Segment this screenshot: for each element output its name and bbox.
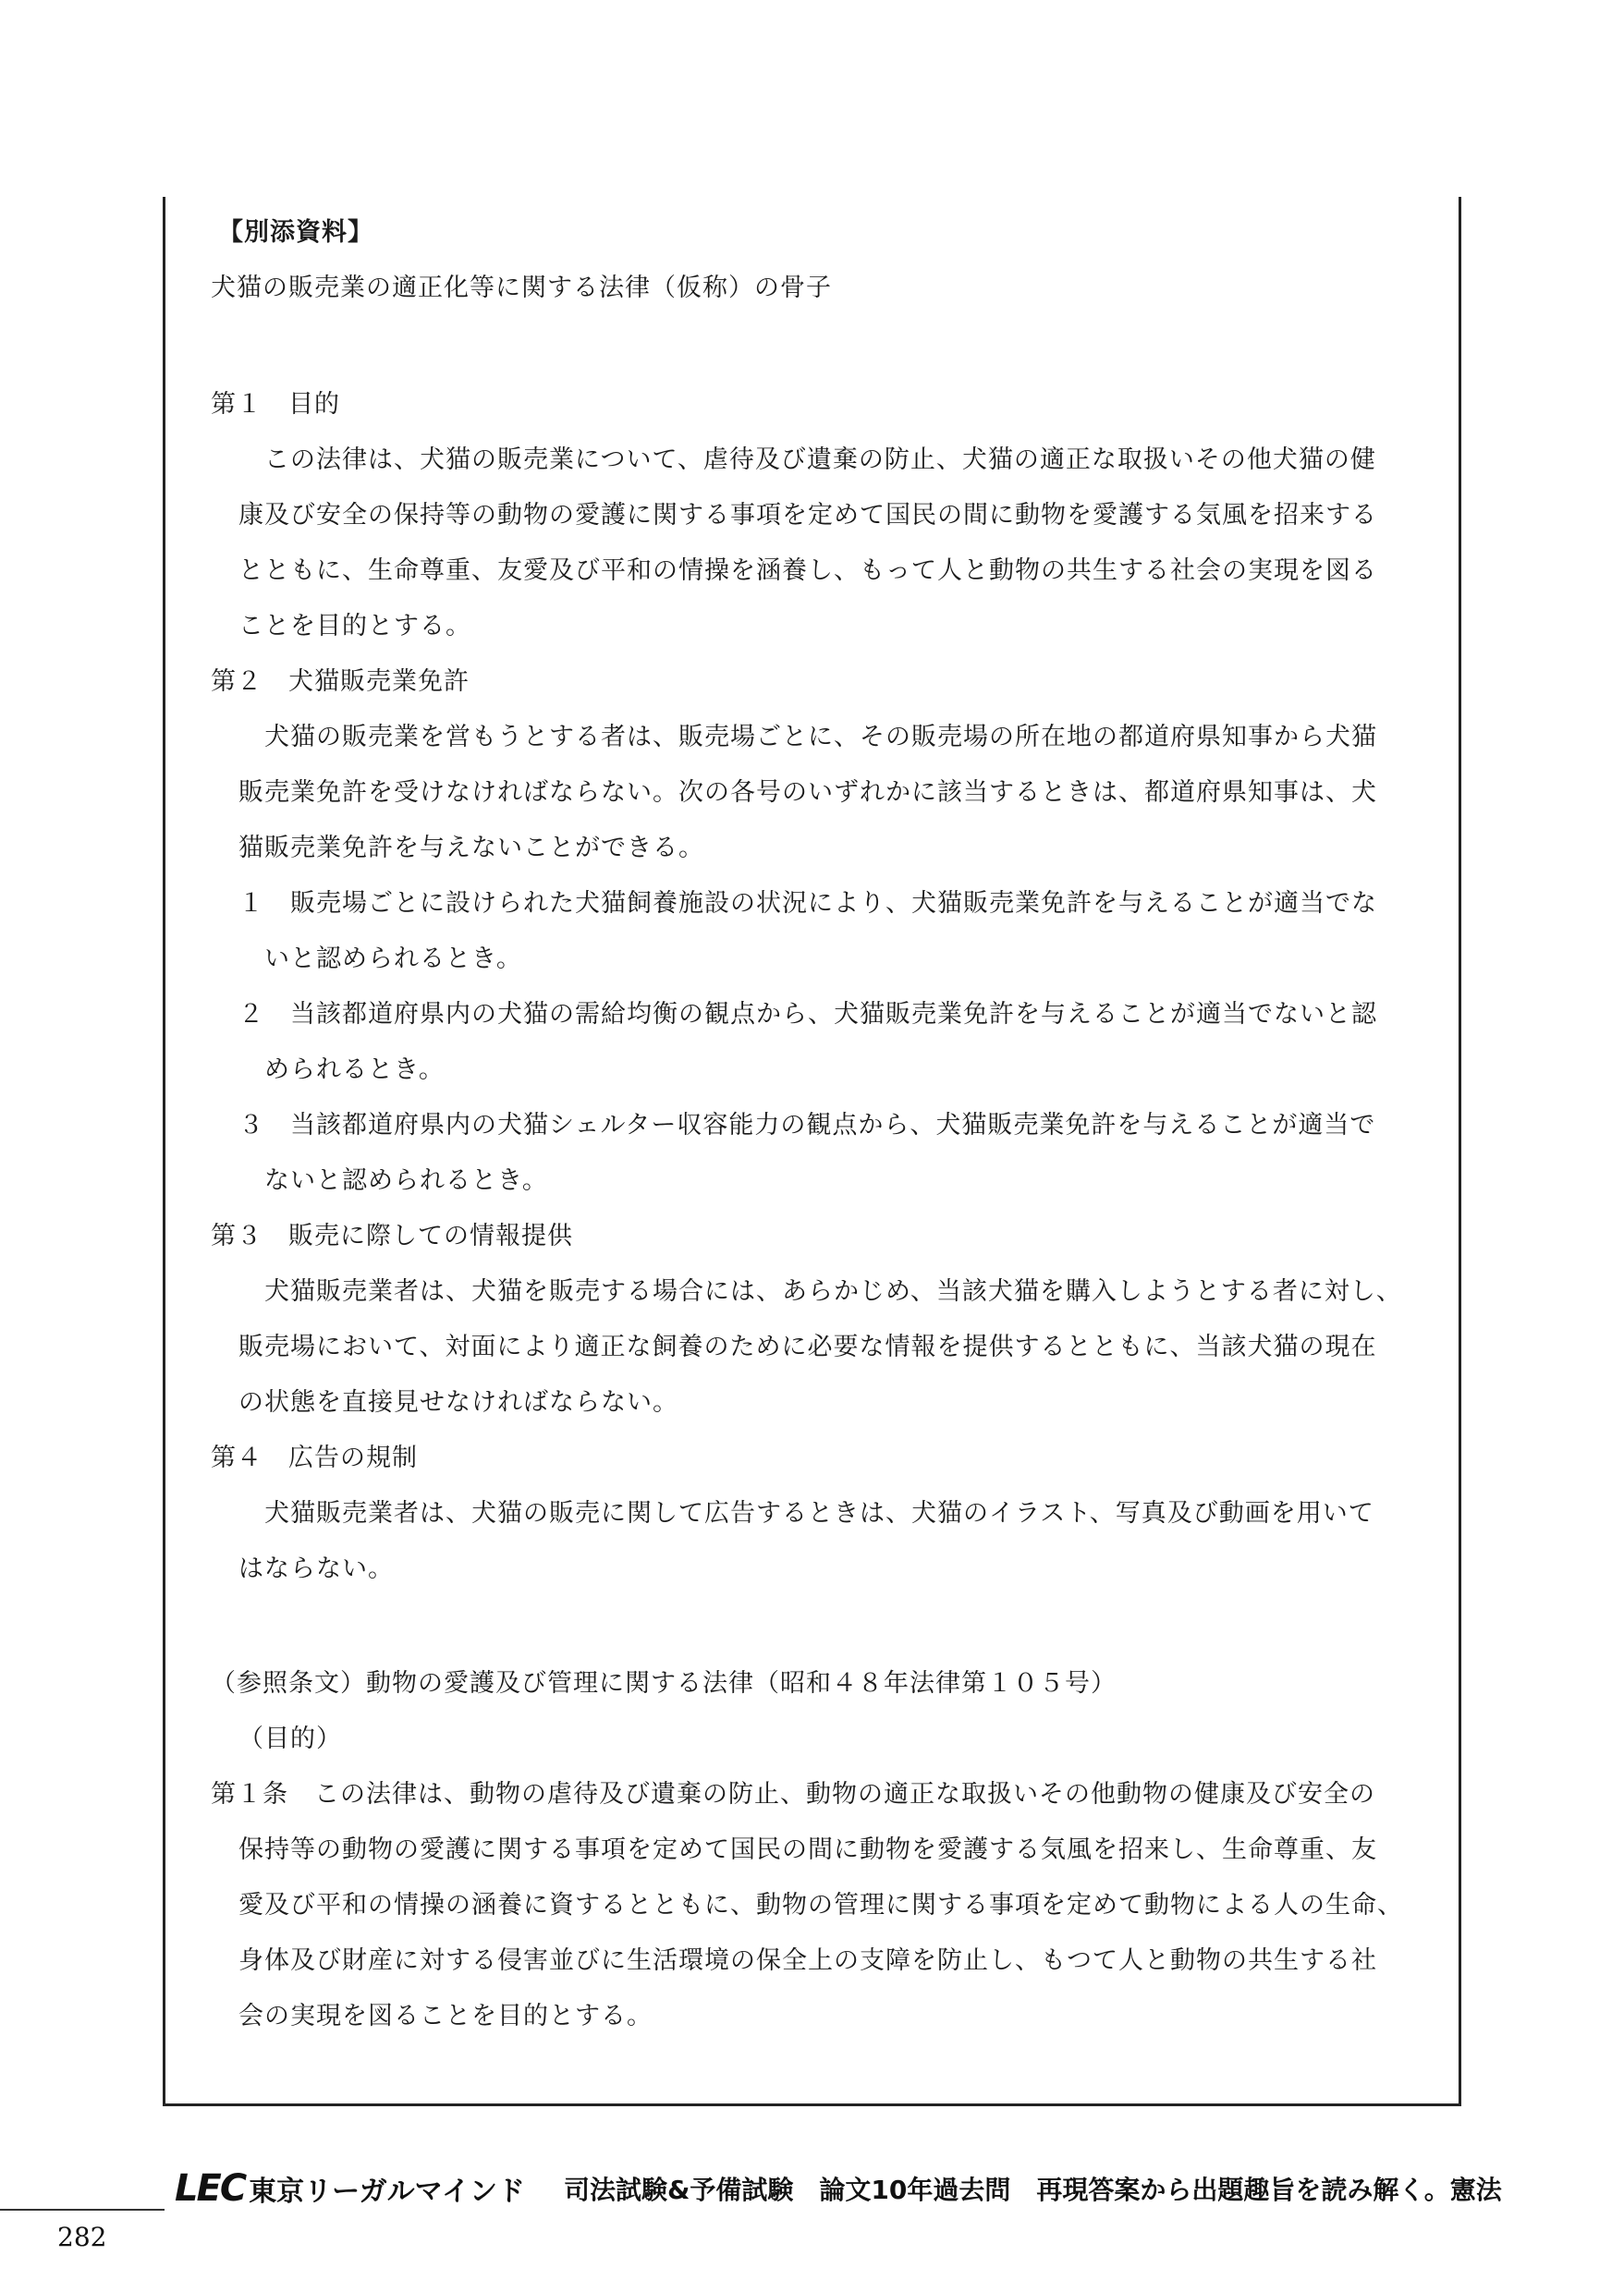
text-line: 康及び安全の保持等の動物の愛護に関する事項を定めて国民の間に動物を愛護する気風を招来する — [238, 501, 1377, 530]
text-line: ２ 当該都道府県内の犬猫の需給均衡の観点から、犬猫販売業免許を与えることが適当でないと認 — [238, 1000, 1377, 1029]
text-line: 会の実現を図ることを目的とする。 — [238, 2002, 653, 2030]
text-line: 第１ 目的 — [211, 390, 340, 419]
text-line: ないと認められるとき。 — [264, 1166, 548, 1195]
page-number-rule — [0, 2209, 165, 2211]
text-line: 第３ 販売に際しての情報提供 — [211, 1222, 573, 1250]
text-line: 販売業免許を受けなければならない。次の各号のいずれかに該当するときは、都道府県知事は、犬 — [238, 778, 1377, 807]
lec-logo — [175, 2167, 525, 2210]
company-name: 東京リーガルマインド — [249, 2176, 525, 2208]
text-line: 犬猫の販売業を営もうとする者は、販売場ごとに、その販売場の所在地の都道府県知事から犬猫 — [264, 723, 1377, 751]
text-line: 第２ 犬猫販売業免許 — [211, 667, 470, 696]
text-line: 【別添資料】 — [218, 218, 373, 247]
text-line: 犬猫の販売業の適正化等に関する法律（仮称）の骨子 — [211, 274, 832, 302]
text-line: 猫販売業免許を与えないことができる。 — [238, 834, 704, 862]
text-line: 第４ 広告の規制 — [211, 1444, 418, 1472]
text-line: とともに、生命尊重、友愛及び平和の情操を涵養し、もって人と動物の共生する社会の実現を図る — [238, 556, 1377, 585]
text-line: の状態を直接見せなければならない。 — [238, 1388, 678, 1417]
text-line: この法律は、犬猫の販売業について、虐待及び遺棄の防止、犬猫の適正な取扱いその他犬猫の健 — [264, 445, 1376, 474]
text-line: 犬猫販売業者は、犬猫を販売する場合には、あらかじめ、当該犬猫を購入しようとする者に対し、 — [264, 1277, 1402, 1306]
text-line: はならない。 — [238, 1554, 394, 1583]
text-line: （目的） — [238, 1725, 342, 1753]
document-frame — [163, 197, 1461, 2106]
text-line: 身体及び財産に対する侵害並びに生活環境の保全上の支障を防止し、もつて人と動物の共生する社 — [238, 1946, 1377, 1975]
text-line: １ 販売場ごとに設けられた犬猫飼養施設の状況により、犬猫販売業免許を与えることが適当でな — [238, 889, 1377, 918]
page-number: 282 — [57, 2222, 107, 2252]
text-line: 販売場において、対面により適正な飼養のために必要な情報を提供するとともに、当該犬猫の現在 — [238, 1333, 1377, 1361]
book-title: 司法試験&予備試験 論文10年過去問 再現答案から出題趣旨を読み解く。憲法 — [563, 2175, 1502, 2205]
text-line: められるとき。 — [264, 1055, 445, 1084]
logo-mark: LEC — [175, 2167, 246, 2210]
text-line: いと認められるとき。 — [264, 945, 522, 973]
text-line: 犬猫販売業者は、犬猫の販売に関して広告するときは、犬猫のイラスト、写真及び動画を用いて — [264, 1499, 1374, 1528]
footer — [175, 2167, 1502, 2210]
text-line: 第１条 この法律は、動物の虐待及び遺棄の防止、動物の適正な取扱いその他動物の健康及び安全の — [211, 1780, 1375, 1809]
text-line: ３ 当該都道府県内の犬猫シェルター収容能力の観点から、犬猫販売業免許を与えることが適当で — [238, 1111, 1376, 1140]
text-line: 愛及び平和の情操の涵養に資するとともに、動物の管理に関する事項を定めて動物による人の生命、 — [238, 1891, 1403, 1920]
text-line: ことを目的とする。 — [238, 612, 471, 640]
text-line: 保持等の動物の愛護に関する事項を定めて国民の間に動物を愛護する気風を招来し、生命尊重、友 — [238, 1835, 1377, 1864]
text-line: （参照条文）動物の愛護及び管理に関する法律（昭和４８年法律第１０５号） — [211, 1669, 1117, 1698]
